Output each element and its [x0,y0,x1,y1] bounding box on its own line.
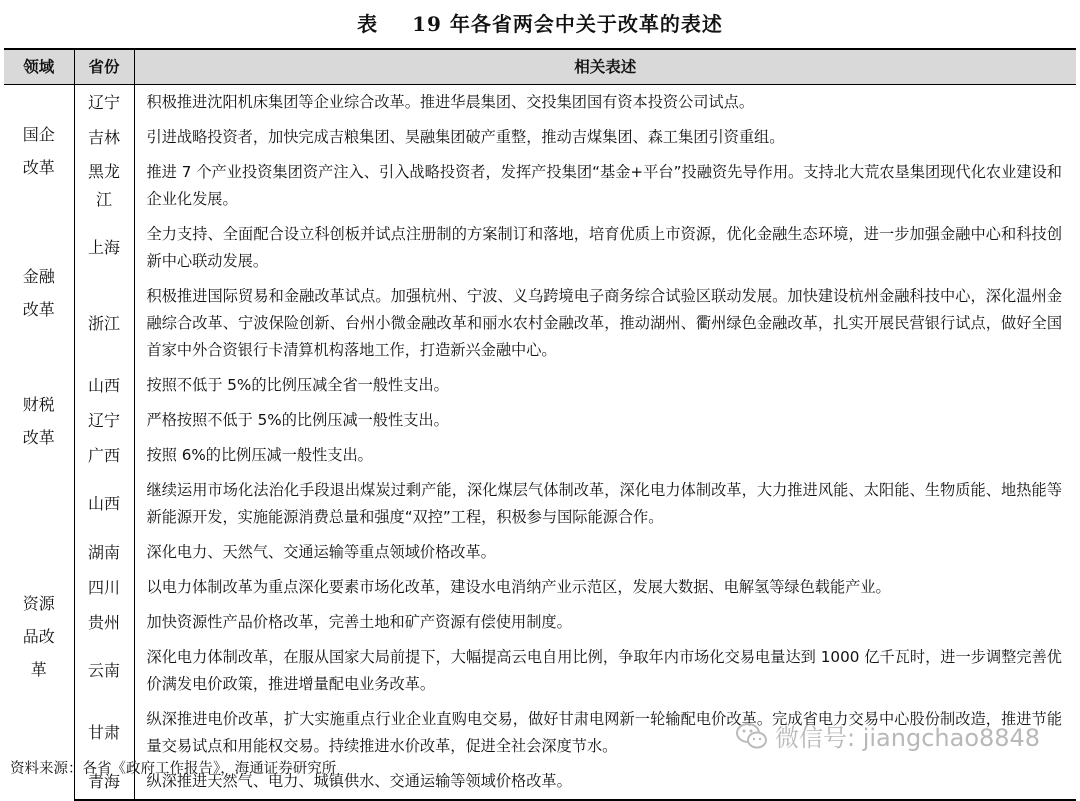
table-row [4,570,1076,605]
province-label: 山西 [87,494,120,513]
domain-cell-soe-reform [4,85,74,218]
domain-label: 资源品改革 [22,594,55,679]
domain-label: 财税改革 [22,394,55,447]
province-label: 吉林 [87,127,120,147]
description-cell: 按照 6%的比例压减一般性支出。 [146,446,373,464]
reform-table [4,48,1076,801]
province-cell [74,368,134,403]
header-province: 省份 [74,49,134,85]
province-cell [74,155,134,217]
province-label: 山西 [87,375,120,395]
province-cell [74,403,134,438]
province-cell [74,605,134,640]
description-cell: 严格按照不低于 5%的比例压减一般性支出。 [146,411,449,429]
province-cell [74,217,134,279]
domain-cell-fiscal-reform [4,368,74,473]
domain-label: 金融改革 [22,266,55,319]
description-cell: 深化电力、天然气、交通运输等重点领域价格改革。 [146,543,496,561]
header-description: 相关表述 [134,49,1076,85]
table-row [4,473,1076,535]
province-cell [74,640,134,702]
description-cell: 全力支持、全面配合设立科创板并试点注册制的方案制订和落地，培育优质上市资源，优化金融生态环境，进一步加强金融中心和科技创新中心联动发展。 [146,225,1062,270]
table-title-label: 表 [357,12,379,36]
table-title [0,8,1080,37]
table-row [4,535,1076,570]
description-cell: 引进战略投资者，加快完成吉粮集团、昊融集团破产重整，推动吉煤集团、森工集团引资重组。 [146,128,785,146]
province-label: 湖南 [87,542,120,562]
source-note: 资料来源：各省《政府工作报告》，海通证券研究所 [10,761,337,777]
description-cell: 以电力体制改革为重点深化要素市场化改革，建设水电消纳产业示范区，发展大数据、电解氢等绿色载能产业。 [146,578,891,596]
province-label: 辽宁 [87,410,120,430]
table-row [4,368,1076,403]
province-label: 贵州 [87,612,120,632]
table-row [4,640,1076,702]
province-cell [74,473,134,535]
description-cell: 纵深推进天然气、电力、城镇供水、交通运输等领域价格改革。 [134,764,1076,800]
province-cell [74,279,134,368]
province-label: 云南 [87,661,120,680]
description-cell: 纵深推进电价改革，扩大实施重点行业企业直购电交易，做好甘肃电网新一轮输配电价改革。完成省电力交易中心股份制改造，推进节能量交易试点和用能权交易。持续推进水价改革，促进全社会深度节水。 [146,710,1062,755]
province-label: 辽宁 [87,92,120,112]
province-label: 上海 [87,238,120,257]
table-row [4,605,1076,640]
table-title-text: 19 年各省两会中关于改革的表述 [412,12,723,36]
province-cell [74,570,134,605]
domain-cell-finance-reform [4,217,74,368]
domain-cell-resource-reform [4,473,74,800]
description-cell: 推进 7 个产业投资集团资产注入、引入战略投资者，发挥产投集团“基金+平台”投融资先导作用。支持北大荒农垦集团现代化农业建设和企业化发展。 [146,163,1062,208]
watermark-text: 微信号: jiangchao8848 [775,724,1041,752]
description-cell: 深化电力体制改革，在服从国家大局前提下，大幅提高云电自用比例，争取年内市场化交易电量达到 1000 亿千瓦时，进一步调整完善优价满发电价政策，推进增量配电业务改革。 [146,648,1062,693]
province-label: 黑龙江 [87,162,120,209]
table-row [4,120,1076,155]
table-row [4,279,1076,368]
table-row [4,85,1076,121]
domain-label: 国企改革 [22,125,55,177]
table-row [4,438,1076,473]
description-cell: 继续运用市场化法治化手段退出煤炭过剩产能，深化煤层气体制改革，深化电力体制改革，大力推进风能、太阳能、生物质能、地热能等新能源开发，实施能源消费总量和强度“双控”工程，积极参与国际能源合作。 [146,481,1062,526]
table-row [4,155,1076,217]
table-row [4,403,1076,438]
description-cell: 积极推进沈阳机床集团等企业综合改革。推进华晨集团、交投集团国有资本投资公司试点。 [146,93,754,111]
province-label: 甘肃 [87,723,120,742]
province-label: 四川 [87,577,120,597]
description-cell: 加快资源性产品价格改革，完善土地和矿产资源有偿使用制度。 [146,613,572,631]
table-row [4,702,1076,764]
province-label: 青海 [87,771,120,791]
header-row [4,49,1076,85]
province-cell [74,535,134,570]
province-cell [74,120,134,155]
table-row [4,217,1076,279]
description-cell: 按照不低于 5%的比例压减全省一般性支出。 [146,376,449,394]
header-domain: 领域 [4,49,74,85]
province-cell [74,702,134,764]
province-label: 广西 [87,445,120,465]
province-cell [74,85,134,121]
description-cell: 积极推进国际贸易和金融改革试点。加强杭州、宁波、义乌跨境电子商务综合试验区联动发展。加快建设杭州金融科技中心，深化温州金融综合改革、宁波保险创新、台州小微金融改革和丽水农村金融改革，推动湖州、衢州绿色金融改革，扎实开展民营银行试点，做好全国首家中外合资银行卡清算机构落地工作，打造新兴金融中心。 [146,287,1062,359]
province-label: 浙江 [87,313,120,333]
province-cell [74,438,134,473]
